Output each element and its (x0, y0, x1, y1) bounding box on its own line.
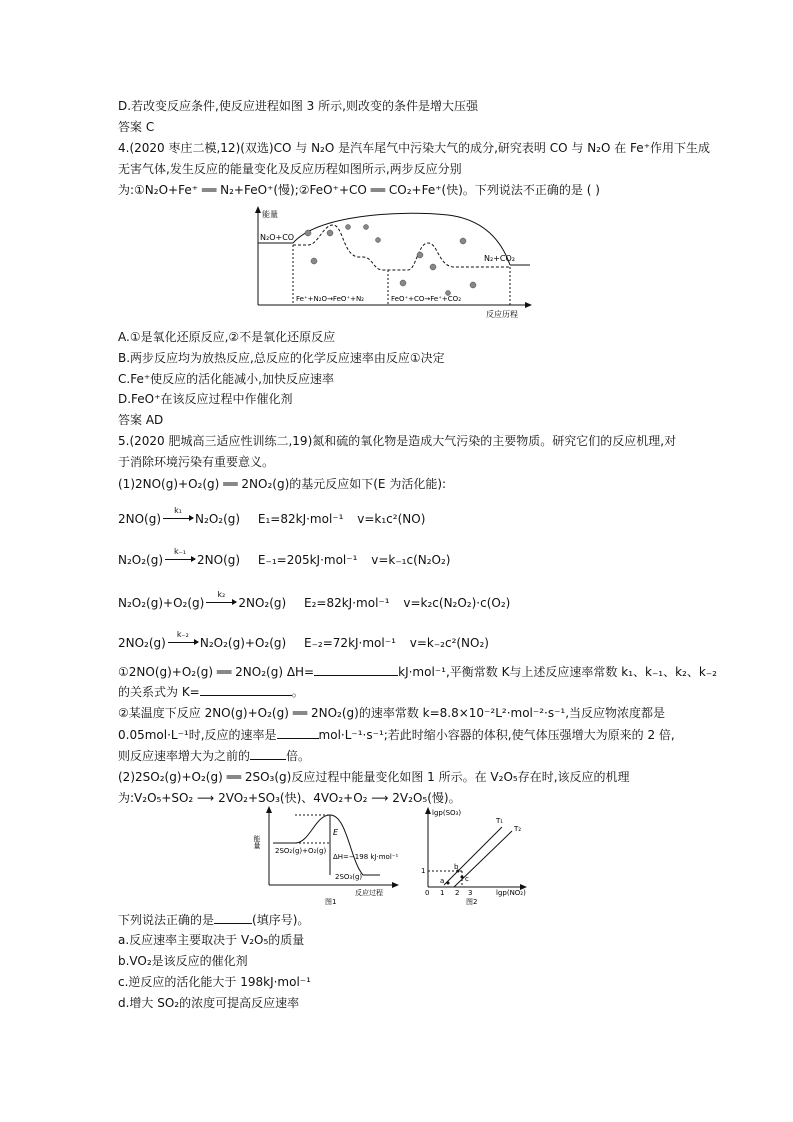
fig1-ylabel: 能量 (253, 835, 261, 849)
question-5-line1: 5.(2020 肥城高三适应性训练二,19)氮和硫的氧化物是造成大气污染的主要物质。研究它们的反应机理,对 (118, 434, 677, 448)
fig2-t1: T₁ (496, 817, 504, 825)
sub-question-2c: 则反应速率增大为之前的 倍。 (118, 749, 311, 763)
fig1-dh-label: ΔH=−198 kJ·mol⁻¹ (333, 853, 399, 861)
mechanism-energy-figure (248, 205, 538, 323)
fig2-tick-y: 1 (421, 867, 426, 875)
question-5-part1: (1)2NO(g)+O₂(g) ══ 2NO₂(g)的基元反应如下(E 为活化能): (118, 477, 447, 491)
question-5-line2: 于消除环境污染有重要意义。 (118, 455, 275, 469)
answer-blank-choice[interactable] (214, 912, 252, 924)
fig2-point-a: a (440, 877, 445, 885)
elementary-reaction-3: N₂O₂(g)+O₂(g) k₂ 2NO₂(g) E₂=82kJ·mol⁻¹ v=k₂c(N₂O₂)·c(O₂) (118, 590, 511, 610)
answer-blank-dh[interactable] (314, 664, 398, 676)
step2-label: FeO⁺+CO→Fe⁺+CO₂ (391, 295, 461, 303)
choice-a: a.反应速率主要取决于 V₂O₅的质量 (118, 933, 305, 947)
option-d-prev: D.若改变反应条件,使反应进程如图 3 所示,则改变的条件是增大压强 (118, 99, 478, 113)
fig2-point-b: b (454, 863, 459, 871)
fig2-ylabel: lgp(SO₃) (432, 809, 462, 817)
fig1-bottom-label: 2SO₃(g) (335, 873, 363, 881)
question-4-line2: 无害气体,发生反应的能量变化及反应历程如图所示,两步反应分别 (118, 162, 462, 176)
fig2-xlabel: lgp(NO₂) (496, 889, 526, 897)
question-5-part2b: 为:V₂O₅+SO₂ ⟶ 2VO₂+SO₃(快)、4VO₂+O₂ ⟶ 2V₂O₅(慢)。 (118, 791, 461, 805)
fig2-t2: T₂ (514, 825, 522, 833)
products-label: N₂+CO₂ (484, 254, 515, 263)
sub-question-2b: 0.05mol·L⁻¹时,反应的速率是 mol·L⁻¹·s⁻¹;若此时缩小容器的体积,使气体压强增大为原来的 2 倍, (118, 728, 675, 742)
question-4-line1: 4.(2020 枣庄二模,12)(双选)CO 与 N₂O 是汽车尾气中污染大气的成分,研究表明 CO 与 N₂O 在 Fe⁺作用下生成 (118, 141, 711, 155)
fig2-point-c: c (465, 875, 469, 883)
elementary-reaction-1: 2NO(g) k₁ N₂O₂(g) E₁=82kJ·mol⁻¹ v=k₁c²(NO) (118, 506, 426, 526)
fig1-xlabel: 反应过程 (355, 889, 383, 897)
answer-4: 答案 AD (118, 413, 164, 427)
answer-3: 答案 C (118, 120, 155, 134)
answer-blank-times[interactable] (250, 748, 286, 760)
sub-question-2: ②某温度下反应 2NO(g)+O₂(g) ══ 2NO₂(g)的速率常数 k=8.8×10⁻²L²·mol⁻²·s⁻¹,当反应物浓度都是 (118, 706, 666, 720)
question-5-part2: (2)2SO₂(g)+O₂(g) ══ 2SO₃(g)反应过程中能量变化如图 1 所示。在 V₂O₅存在时,该反应的机理 (118, 770, 630, 784)
figure-1-energy-diagram (255, 805, 415, 905)
fig1-caption: 图1 (325, 898, 337, 906)
option-d: D.FeO⁺在该反应过程中作催化剂 (118, 392, 293, 406)
answer-blank-rate[interactable] (277, 727, 319, 739)
elementary-reaction-4: 2NO₂(g) k₋₂ N₂O₂(g)+O₂(g) E₋₂=72kJ·mol⁻¹ v=k₋₂c²(NO₂) (118, 630, 489, 650)
reactants-label: N₂O+CO (260, 233, 295, 242)
fig2-tick-2: 2 (455, 889, 460, 897)
fig2-tick-3: 3 (468, 889, 473, 897)
energy-axis-label: 能量 (262, 210, 278, 219)
choice-b: b.VO₂是该反应的催化剂 (118, 954, 248, 968)
sub-question-1: ①2NO(g)+O₂(g) ══ 2NO₂(g) ΔH= kJ·mol⁻¹,平衡常数 K与上述反应速率常数 k₁、k₋₁、k₂、k₋₂ (118, 665, 717, 679)
elementary-reaction-2: N₂O₂(g) k₋₁ 2NO(g) E₋₁=205kJ·mol⁻¹ v=k₋₁c(N₂O₂) (118, 547, 451, 567)
answer-blank-k[interactable] (200, 684, 292, 696)
sub-question-1b: 的关系式为 K= 。 (118, 685, 304, 699)
choice-c: c.逆反应的活化能大于 198kJ·mol⁻¹ (118, 975, 311, 989)
fig2-tick-0: 0 (425, 889, 430, 897)
sub-question-2-prompt: 下列说法正确的是 (填序号)。 (118, 913, 310, 927)
figure-2-plot (418, 805, 538, 905)
question-4-line3: 为:①N₂O+Fe⁺ ══ N₂+FeO⁺(慢);②FeO⁺+CO ══ CO₂+Fe⁺(快)。下列说法不正确的是 ( ) (118, 183, 600, 197)
fig2-caption: 图2 (466, 898, 478, 906)
option-c: C.Fe⁺使反应的活化能减小,加快反应速率 (118, 372, 334, 386)
fig1-e-label: E (333, 828, 339, 837)
reaction-path-label: 反应历程 (486, 310, 518, 319)
step1-label: Fe⁺+N₂O→FeO⁺+N₂ (296, 295, 364, 303)
option-a: A.①是氧化还原反应,②不是氧化还原反应 (118, 330, 336, 344)
option-b: B.两步反应均为放热反应,总反应的化学反应速率由反应①决定 (118, 351, 445, 365)
choice-d: d.增大 SO₂的浓度可提高反应速率 (118, 996, 300, 1010)
fig2-tick-1: 1 (440, 889, 445, 897)
fig1-top-label: 2SO₂(g)+O₂(g) (275, 847, 327, 855)
